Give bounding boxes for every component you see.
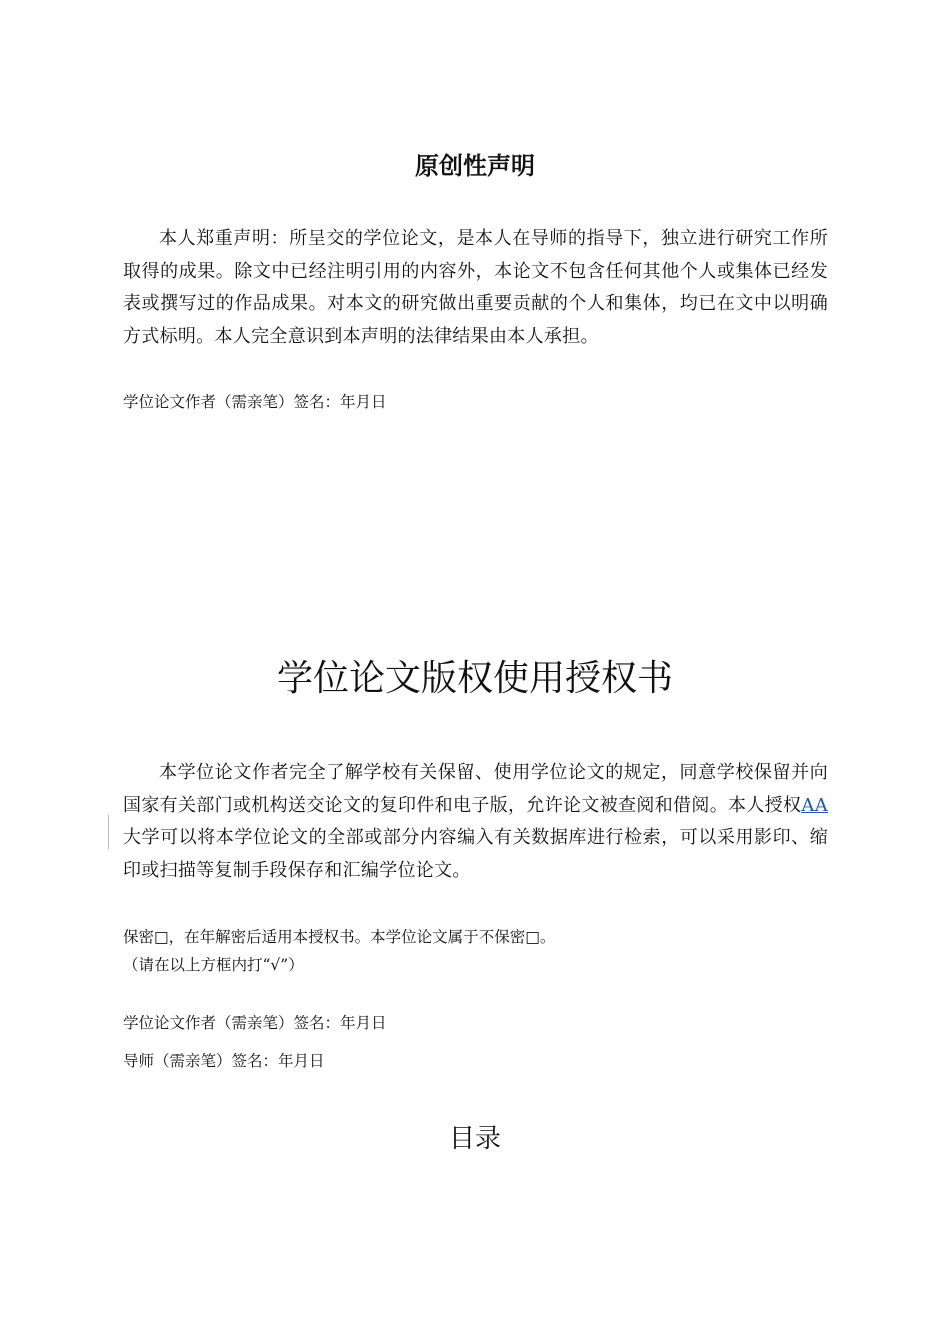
toc-title: 目录 (448, 1124, 501, 1154)
secrecy-end: 。 (539, 928, 556, 946)
authorization-body (123, 757, 828, 887)
declaration-body: 本人郑重声明：所呈交的学位论文，是本人在导师的指导下，独立进行研究工作所取得的成果。除文中已经注明引用的内容外，本论文不包含任何其他个人或集体已经发表或撰写过的作品成果。对本文的研究做出重要贡献的个人和集体，均已在文中以明确方式标明。本人完全意识到本声明的法律结果由本人承担。 (123, 228, 828, 347)
secrecy-label: 保密 (123, 928, 155, 946)
non-secret-label: 不保密 (478, 928, 526, 946)
declaration-title: 原创性声明 (415, 152, 535, 180)
advisor-signature-line: 导师（需亲笔）签名：年月日 (123, 1052, 325, 1070)
authorization-title: 学位论文版权使用授权书 (276, 658, 673, 699)
authorization-body-part2: 大学可以将本学位论文的全部或部分内容编入有关数据库进行检索，可以采用影印、缩印或扫描等复制手段保存和汇编学位论文。 (123, 827, 828, 881)
authorization-body-part1: 本学位论文作者完全了解学校有关保留、使用学位论文的规定，同意学校保留并向国家有关部门或机构送交论文的复印件和电子版，允许论文被查阅和借阅。本人授权 (123, 762, 828, 816)
university-name-link[interactable]: AA (801, 794, 828, 816)
non-secret-checkbox[interactable]: □ (525, 928, 540, 946)
secret-checkbox[interactable]: □ (154, 928, 169, 946)
author-signature-line: 学位论文作者（需亲笔）签名：年月日 (123, 1014, 387, 1032)
declaration-signature-line: 学位论文作者（需亲笔）签名：年月日 (123, 393, 387, 411)
checkbox-note: （请在以上方框内打“√”） (123, 956, 304, 974)
margin-change-bar (108, 815, 109, 849)
secrecy-line (123, 925, 555, 949)
secrecy-middle-text: ，在年解密后适用本授权书。本学位论文属于 (168, 928, 479, 946)
